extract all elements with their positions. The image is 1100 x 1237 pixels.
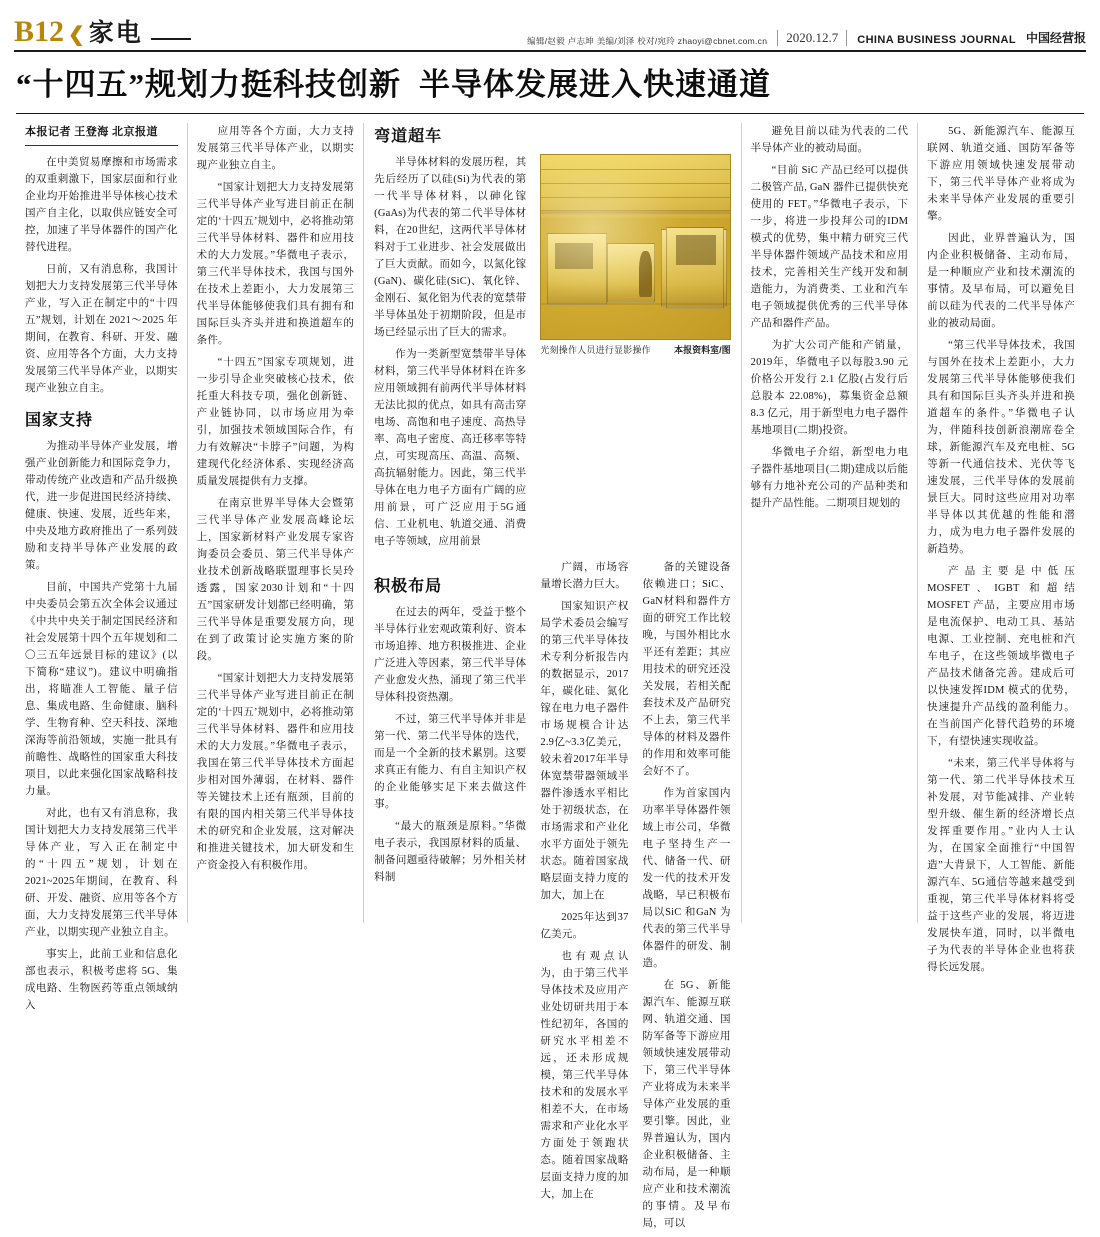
paragraph: 产品主要是中低压 MOSFET、IGBT 和超结 MOSFET 产品，主要应用市场是电流保护、电动工具、基站电源、工业控制、充电桩和汽车电子，在这些领域毕微电子产品技术储备完善。建成后可以快速发挥IDM 模式的优势，快速提升产品线的盈利能力。在当前国产化替代趋势的环境下，有望快速实现收益。 bbox=[927, 566, 1075, 748]
paragraph: 作为首家国内功率半导体器件领域上市公司，华微电子坚持生产一代、储备一代、研发一代的技术开发战略，早已积极布局以SiC 和GaN 为代表的第三代半导体器件的研发、制造。 bbox=[642, 788, 731, 970]
column-4 bbox=[741, 123, 917, 923]
page-folio: B12 bbox=[14, 15, 65, 48]
subhead-overtake: 弯道超车 bbox=[374, 128, 443, 146]
paragraph: 半导体材料的发展历程，其先后经历了以硅(Si)为代表的第一代半导体材料，以砷化镓(GaAs)为代表的第二代半导体材料，在20世纪，这两代半导体材料对于工业进步、社会发展做出了巨大贡献。而如今，以氮化镓(GaN)、碳化硅(SiC)、氧化锌、金刚石、氮化铝为代表的宽禁带半导体虽处于初期阶段，但是市场已经显示出了巨大的需求。 bbox=[374, 157, 527, 339]
byline-divider bbox=[25, 145, 178, 146]
paragraph: 在南京世界半导体大会暨第三代半导体产业发展高峰论坛上，国家新材料产业发展专家咨询委员会委员、第三代半导体产业技术创新战略联盟理事长吴玲透露，国家2030计划和“十四五”国家研发计划都已经明确，第三代半导体是重要发展方向，现在到了政策讨论实施方案的阶段。 bbox=[196, 498, 355, 663]
paper-name-cn: 中国经营报 bbox=[1025, 31, 1086, 45]
editor-credits: 编辑/赵毅 卢志坤 美编/刘泽 校对/宛玲 zhaoyi@cbnet.com.cn bbox=[527, 35, 768, 46]
paragraph: “目前 SiC 产品已经可以提供二极管产品, GaN 器件已提供快充使用的 FET。”华微电子表示，下一步，将进一步投拜公司的IDM模式的优势，集中精力研究三代半导体器件领域产品技术和应用技术，完善相关生产线开发和制造能力，为消费类、工业和汽车电子领域提供优秀的三代半导体产品和器件产品。 bbox=[750, 165, 909, 330]
issue-date: 2020.12.7 bbox=[777, 30, 847, 46]
paragraph: 为扩大公司产能和产销量，2019年，华微电子以每股3.90 元价格公开发行 2.1 亿股(占发行后总股本 22.08%)，募集资金总额 8.3 亿元，用于新型电力电子器件基地项目(二期)投资。 bbox=[750, 340, 909, 437]
section-title: 家电 bbox=[88, 20, 143, 47]
caption-text: 光刻操作人员进行显影操作 bbox=[540, 345, 651, 356]
column-2 bbox=[187, 123, 363, 923]
column-3-lower-right bbox=[540, 559, 730, 1237]
paragraph: 在中美贸易摩擦和市场需求的双重刺激下，国家层面和行业企业均开始推进半导体核心技术国产自主化，以取供应链安全可控，加速了半导体器件的国产化替代进程。 bbox=[25, 157, 178, 254]
newspaper-page bbox=[0, 8, 1100, 1230]
chevron-left-icon: ❮ bbox=[68, 24, 85, 46]
paper-name-en: CHINA BUSINESS JOURNAL bbox=[857, 34, 1016, 46]
paragraph: 广阔，市场容量增长潜力巨大。 bbox=[540, 562, 629, 591]
headline-part-1: “十四五”规划力挺科技创新 bbox=[16, 67, 401, 102]
column-3-lower-split bbox=[374, 559, 731, 1237]
paragraph: 作为一类新型宽禁带半导体材料，第三代半导体材料在许多应用领域拥有前两代半导体材料无法比拟的优点，如具有高击穿电场、高饱和电子速度、高热导率、高电子密度、高迁移率等特点，可实现高压、高温、高频、高抗辐射能力。因此，第三代半导体在电力电子方面有广阔的应用前景，可广泛应用于5G通信、工业机电、轨道交通、消费电子等领域，应用前景 bbox=[374, 349, 527, 548]
paragraph: 因此，业界普遍认为，国内企业积极储备、主动布局，是一种顺应产业和技术潮流的事情。及早布局，可以避免目前以硅为代表的二代半导体产业的被动局面。 bbox=[927, 233, 1075, 330]
paragraph: 对此，也有又有消息称，我国计划把大力支持发展第三代半导体产业，写入正在制定中的“十四五”规划，计划在2021~2025年期间，在教育、科研、开发、融资、应用等各个方面，大力支持发展第三代半导体产业，以期实现产业独立自主。 bbox=[25, 808, 178, 939]
paragraph: 为推动半导体产业发展，增强产业创新能力和国际竞争力，带动传统产业改造和产品升级换代，进一步促进国民经济持续、健康、快速、发展，近些年来，中央及地方政府推出了一系列鼓励和支持半导体产业发展的政策。 bbox=[25, 441, 178, 572]
column-3-split bbox=[374, 154, 731, 555]
paragraph: “第三代半导体技术，我国与国外在技术上差距小，大力发展第三代半导体能够使我们具有和国际巨头齐头并进和换道超车的条件。”华微电子认为，伴随科技创新浪潮席卷全球，新能源汽车及充电桩、5G等新一代通信技术、光伏等飞速发展，三代半导体的发展前景巨大。同时这些应用对功率半导体以其优越的性能和潜力，成为电力电子器件发展的新趋势。 bbox=[927, 340, 1075, 556]
byline: 本报记者 王登海 北京报道 bbox=[25, 126, 158, 139]
headline-divider bbox=[16, 113, 1084, 114]
masthead bbox=[14, 8, 1086, 52]
article-body bbox=[16, 123, 1084, 1230]
masthead-left bbox=[14, 17, 143, 50]
paragraph: “最大的瓶颈是原料。”华微电子表示，我国原材料的质量、制备问题亟待破解；另外相关材料制 bbox=[374, 821, 527, 884]
paragraph: 不过，第三代半导体并非是第一代、第二代半导体的迭代，而是一个全新的技术累别。这要求真正有能力、有自主知识产权的企业能够实足下来去做这件事。 bbox=[374, 714, 527, 811]
column-5 bbox=[917, 123, 1084, 974]
paragraph: 5G、新能源汽车、能源互联网、轨道交通、国防军备等下游应用领域快速发展带动下，第三代半导体产业将成为未来半导体产业发展的重要引擎。 bbox=[927, 126, 1075, 223]
paragraph: 2025年达到37亿美元。 bbox=[540, 912, 629, 941]
paragraph: 也有观点认为，由于第三代半导体技术及应用产业处切研共用于本性纪初年，各国的研究水平相差不远，还未形成规模，第三代半导体技术和的发展水平相差不大，在市场需求和产业化水平方面处于领跑状态。随着国家战略层面支持力度的加大，加上在 bbox=[540, 951, 629, 1201]
caption-credit: 本报资料室/图 bbox=[674, 345, 731, 356]
column-1 bbox=[16, 123, 187, 1012]
cleanroom-photo bbox=[540, 154, 730, 340]
page-headline bbox=[16, 66, 1084, 103]
column-3-left bbox=[374, 154, 526, 555]
masthead-right bbox=[527, 29, 1086, 50]
paragraph: 应用等各个方面，大力支持发展第三代半导体产业，以期实现产业独立自主。 bbox=[196, 126, 355, 172]
col3-sub-a bbox=[540, 559, 628, 1237]
paragraph: 日前，又有消息称，我国计划把大力支持发展第三代半导体产业，写入正在制定中的“十四五”规划，计划在 2021～2025 年期间，在教育、科研、开发、融资、应用等各个方面，大力支持发展第三代半导体产业，以期实现产业独立自主。 bbox=[25, 264, 178, 395]
subhead-state-support: 国家支持 bbox=[25, 412, 94, 430]
paragraph: 华微电子介绍，新型电力电子器件基地项目(二期)建成以后能够有力地补充公司的产品种类和提升产品性能。二期项目规划的 bbox=[750, 447, 909, 510]
column-3 bbox=[363, 123, 741, 1230]
masthead-divider bbox=[151, 38, 191, 40]
article-figure bbox=[540, 154, 730, 356]
col3-sub-b bbox=[643, 559, 731, 1237]
paragraph: 避免目前以硅为代表的二代半导体产业的被动局面。 bbox=[750, 126, 909, 155]
column-3-lower-left bbox=[374, 559, 526, 1237]
figure-caption bbox=[540, 343, 730, 356]
paragraph: 备的关键设备依赖进口；SiC、GaN材料和器件方面的研究工作比较晚，与国外相比水平还有差距；其应用技术的研究还没关发展，若相关配套技术及产品研究不上去，第三代半导体的材料及器件的作用和效率可能会好不了。 bbox=[642, 562, 731, 778]
paragraph: 目前，中国共产党第十九届中央委员会第五次全体会议通过《中共中央关于制定国民经济和社会发展第十四个五年规划和二〇三五年远景目标的建议》(以下简称“建议”)。建议中明确指出，将瞄准人工智能、量子信息、集成电路、生命健康、脑科学、生物育种、空天科技、深地深海等前沿领域，实施一批具有前瞻性、战略性的国家重大科技项目，以此来强化国家战略科技力量。 bbox=[25, 582, 178, 798]
paragraph: 在 5G、新能源汽车、能源互联网、轨道交通、国防军备等下游应用领域快速发展带动下，第三代半导体产业将成为未来半导体产业发展的重要引擎。因此，业界普遍认为，国内企业积极储备、主动布局，是一种顺应产业和技术潮流的事情。及早布局，可以 bbox=[642, 980, 731, 1230]
figure-wrap bbox=[540, 154, 730, 555]
headline-part-2: 半导体发展进入快速通道 bbox=[419, 67, 771, 102]
paragraph: “国家计划把大力支持发展第三代半导体产业写进目前正在制定的‘十四五’规划中，必将推动第三代半导体材料、器件和应用技术的大力发展。”华微电子表示，第三代半导体技术，我国与国外在技术上差距小，大力发展第三代半导体能够使我们具有拥有和国际巨头齐头并进和换道超车的条件。 bbox=[196, 182, 355, 347]
column-3-lower-right-split bbox=[540, 559, 730, 1237]
paragraph: “国家计划把大力支持发展第三代半导体产业写进目前正在制定的‘十四五’规划中，必将推动第三代半导体材料、器件和应用技术的大力发展。”华微电子表示，我国在第三代半导体技术方面起步相对国外薄弱，在材料、器件等关键技术上还有瓶颈，目前的有限的国内相关第三代半导体技术的研究和企业发展，这对解决和推进关键技术，加大研发和生产资金投入有积极作用。 bbox=[196, 673, 355, 872]
paragraph: 国家知识产权局学术委员会编写的第三代半导体技术专利分析报告内的数据显示，2017年，碳化硅、氮化镓在电力电子器件市场规模合计达2.9亿~3.3亿美元，较未着2017年半导体宽禁带器领域半器件渗透水平相比处于初级状态，在市场需求和产业化水平方面处于领先状态。随着国家战略层面支持力度的加大，加上在 bbox=[540, 601, 629, 902]
paragraph: 在过去的两年，受益于整个半导体行业宏观政策利好、资本市场追捧、地方积极推进、企业广泛进入等因素，第三代半导体产业愈发火热，涌现了第三代半导体科投资热潮。 bbox=[374, 607, 527, 704]
paragraph: 事实上，此前工业和信息化部也表示，积极考虑将 5G、集成电路、生物医药等重点领域纳入 bbox=[25, 949, 178, 1012]
paragraph: “未来，第三代半导体将与第一代、第二代半导体技术互补发展，对节能减排、产业转型升级、催生新的经济增长点发挥重要作用。”业内人士认为，在国家全面推行“中国智造”大背景下，人工智能、新能源汽车、5G通信等越来越受到重视，第三代半导体材料将受益于这些产业的发展，将迈进发展快车道，同时，以半微电子为代表的半导体企业也将获得长远发展。 bbox=[927, 758, 1075, 974]
paragraph: “十四五”国家专项规划，进一步引导企业突破核心技术，依托重大科技专项，强化创新链、产业链协同，以市场应用为牵引，加强技术领域国际合作，有力有效解决“卡脖子”问题，为构建现代化经济体系、实现经济高质量发展提供有力支撑。 bbox=[196, 357, 355, 488]
subhead-active-layout: 积极布局 bbox=[374, 578, 443, 596]
